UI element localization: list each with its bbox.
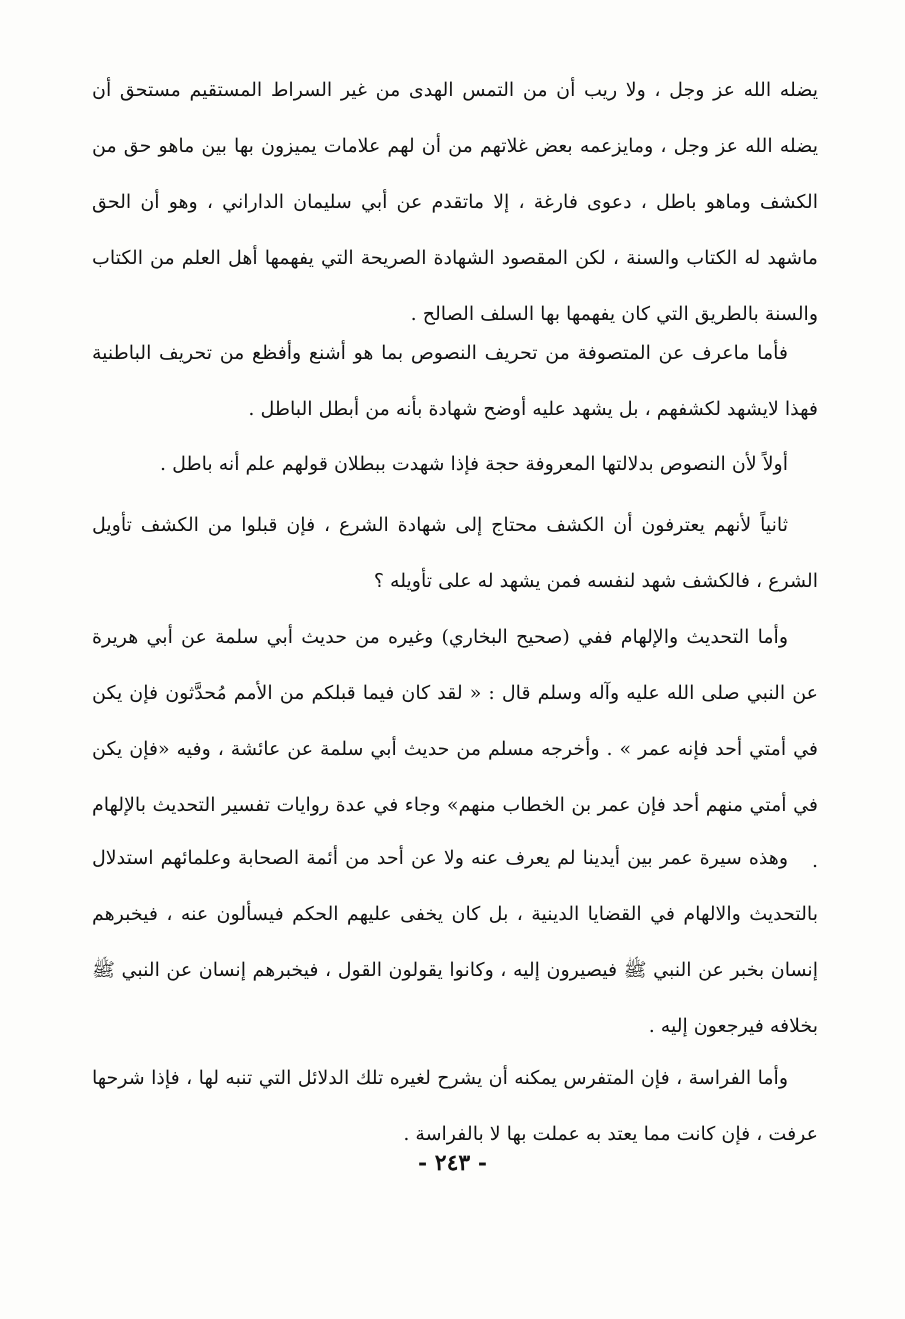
paragraph-4: ثانياً لأنهم يعترفون أن الكشف محتاج إلى شهادة الشرع ، فإن قبلوا من الكشف تأويل الشرع ، فالكشف شهد لنفسه فمن يشهد له على تأويله ؟: [92, 514, 818, 592]
paragraph-7-block: [92, 1050, 818, 1162]
paragraph-3: أولاً لأن النصوص بدلالتها المعروفة حجة فإذا شهدت ببطلان قولهم علم أنه باطل .: [160, 453, 788, 475]
paragraph-5: وأما التحديث والإلهام ففي (صحيح البخاري) وغيره من حديث أبي سلمة عن أبي هريرة عن النبي صلى الله عليه وآله وسلم قال : « لقد كان فيما قبلكم من الأمم مُحدَّثون فإن يكن في أمتي أحد فإنه عمر » . وأخرجه مسلم من حديث أبي سلمة عن عائشة ، وفيه «فإن يكن في أمتي منهم أحد فإن عمر بن الخطاب منهم» وجاء في عدة روايات تفسير التحديث بالإلهام .: [92, 626, 818, 872]
paragraph-1: يضله الله عز وجل ، ولا ريب أن من التمس الهدى من غير السراط المستقيم مستحق أن يضله الله عز وجل ، ومايزعمه بعض غلاتهم من أن لهم علامات يميزون بها بين ماهو حق من الكشف وماهو باطل ، دعوى فارغة ، إلا ماتقدم عن أبي سليمان الداراني ، وهو أن الحق ماشهد له الكتاب والسنة ، لكن المقصود الشهادة الصريحة التي يفهمها أهل العلم من الكتاب والسنة بالطريق التي كان يفهمها بها السلف الصالح .: [92, 79, 818, 325]
page-number: - ٢٤٣ -: [417, 1150, 488, 1176]
paragraph-6: وهذه سيرة عمر بين أيدينا لم يعرف عنه ولا عن أحد من أئمة الصحابة وعلمائهم استدلال بالتحديث والالهام في القضايا الدينية ، بل كان يخفى عليهم الحكم فيسألون عنه ، فيخبرهم إنسان بخبر عن النبي ﷺ فيصيرون إليه ، وكانوا يقولون القول ، فيخبرهم إنسان عن النبي ﷺ بخلافه فيرجعون إليه .: [92, 847, 818, 1037]
paragraph-7: وأما الفراسة ، فإن المتفرس يمكنه أن يشرح لغيره تلك الدلائل التي تنبه لها ، فإذا شرحها عرفت ، فإن كانت مما يعتد به عملت بها لا بالفراسة .: [92, 1067, 818, 1145]
paragraph-2-block: [92, 325, 818, 437]
paragraph-1-block: [92, 62, 818, 342]
paragraph-4-block: [92, 497, 818, 609]
paragraph-2: فأما ماعرف عن المتصوفة من تحريف النصوص بما هو أشنع وأفظع من تحريف الباطنية فهذا لايشهد لكشفهم ، بل يشهد عليه أوضح شهادة بأنه من أبطل الباطل .: [92, 342, 818, 420]
paragraph-6-block: [92, 830, 818, 1054]
paragraph-3-block: [92, 436, 818, 492]
